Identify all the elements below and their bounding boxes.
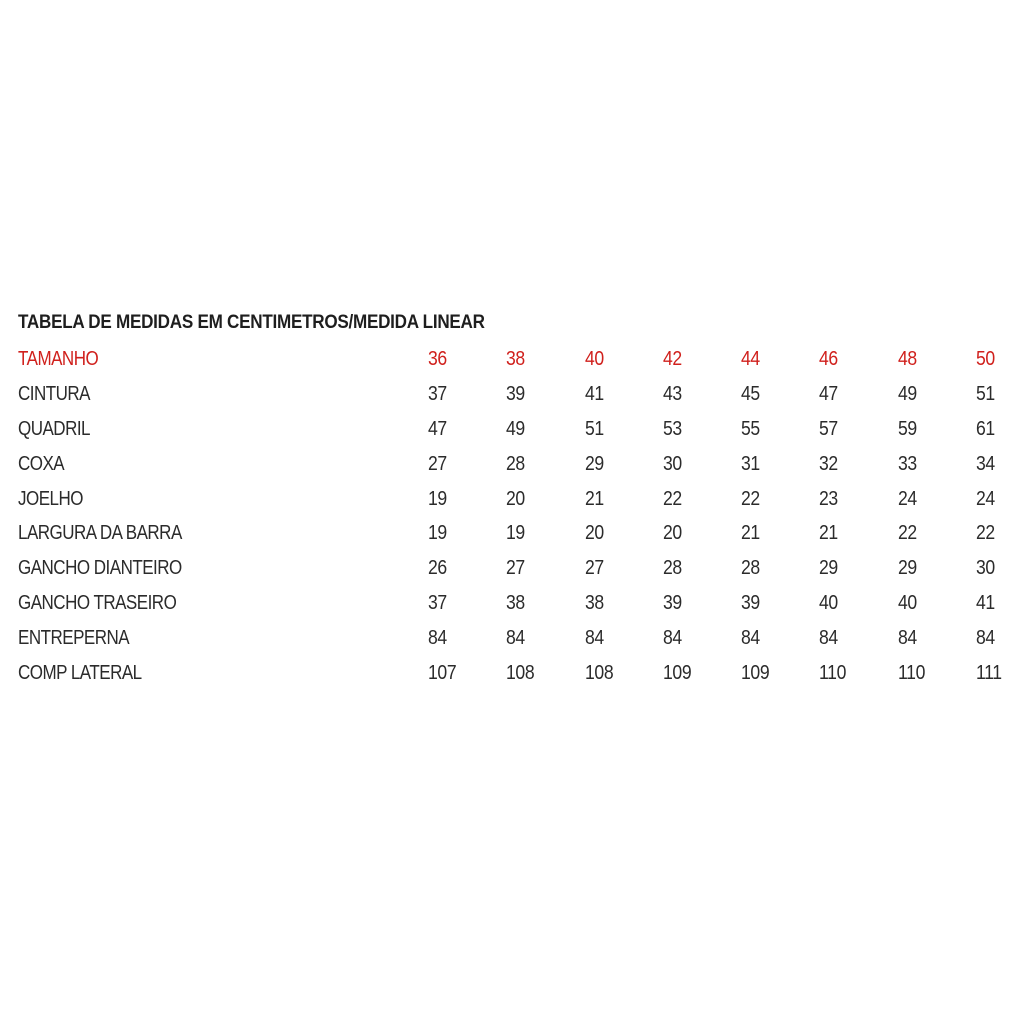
- measurement-value: 84: [819, 627, 839, 650]
- measurement-value: 84: [976, 627, 995, 650]
- measurement-value: 108: [506, 661, 535, 684]
- measurement-label: LARGURA DA BARRA: [18, 522, 182, 545]
- measurement-value: 21: [819, 522, 839, 545]
- measurement-value: 20: [584, 522, 604, 545]
- measurement-value: 84: [584, 627, 604, 650]
- measurement-value: 39: [741, 592, 761, 615]
- measurement-value: 39: [506, 382, 526, 405]
- measurement-value: 111: [976, 661, 1002, 684]
- measurement-row: [18, 412, 1016, 447]
- measurement-value: 31: [741, 452, 761, 475]
- size-header-cell: 38: [506, 347, 526, 370]
- size-header-row: [18, 342, 1016, 377]
- size-header-cell: 50: [976, 347, 995, 370]
- measurement-label: COMP LATERAL: [18, 661, 142, 684]
- measurement-value: 55: [741, 417, 761, 440]
- measurement-value: 37: [428, 592, 447, 615]
- measurement-value: 57: [819, 417, 839, 440]
- measurement-value: 24: [897, 487, 917, 510]
- measurement-label: QUADRIL: [18, 417, 91, 440]
- size-header-cell: 42: [662, 347, 682, 370]
- measurement-value: 109: [662, 661, 692, 684]
- measurement-label: CINTURA: [18, 382, 90, 405]
- measurement-value: 41: [976, 592, 995, 615]
- measurement-value: 20: [662, 522, 682, 545]
- measurement-value: 43: [662, 382, 682, 405]
- measurement-value: 109: [741, 661, 770, 684]
- measurement-value: 22: [741, 487, 761, 510]
- measurement-value: 47: [428, 417, 447, 440]
- measurement-value: 19: [506, 522, 526, 545]
- size-header-cell: 40: [584, 347, 604, 370]
- measurements-table: [18, 342, 1016, 691]
- measurement-value: 84: [897, 627, 917, 650]
- measurement-label: ENTREPERNA: [18, 627, 130, 650]
- measurement-row: [18, 516, 1016, 551]
- measurement-value: 49: [897, 382, 917, 405]
- size-header-cell: 46: [819, 347, 839, 370]
- measurement-value: 61: [976, 417, 995, 440]
- measurement-row: [18, 482, 1016, 517]
- measurement-value: 22: [662, 487, 682, 510]
- measurement-value: 59: [897, 417, 917, 440]
- measurement-value: 29: [819, 557, 839, 580]
- measurement-value: 20: [506, 487, 526, 510]
- measurement-value: 30: [662, 452, 682, 475]
- measurement-value: 53: [662, 417, 682, 440]
- measurement-value: 29: [897, 557, 917, 580]
- measurement-label: JOELHO: [18, 487, 83, 510]
- measurement-value: 41: [584, 382, 604, 405]
- measurement-value: 84: [506, 627, 526, 650]
- measurement-value: 19: [428, 522, 447, 545]
- measurement-value: 84: [741, 627, 761, 650]
- measurement-value: 21: [584, 487, 604, 510]
- measurement-value: 21: [741, 522, 761, 545]
- measurement-value: 37: [428, 382, 447, 405]
- measurement-value: 28: [662, 557, 682, 580]
- table-title: TABELA DE MEDIDAS EM CENTIMETROS/MEDIDA LINEAR: [18, 312, 485, 333]
- size-header-label: TAMANHO: [18, 347, 99, 370]
- measurement-value: 38: [506, 592, 526, 615]
- measurement-value: 26: [428, 557, 447, 580]
- measurement-value: 27: [428, 452, 447, 475]
- measurement-value: 108: [584, 661, 613, 684]
- measurement-row: [18, 621, 1016, 656]
- measurement-value: 51: [584, 417, 604, 440]
- measurement-value: 28: [741, 557, 761, 580]
- measurement-value: 51: [976, 382, 995, 405]
- measurement-label: GANCHO TRASEIRO: [18, 592, 177, 615]
- measurement-value: 27: [506, 557, 526, 580]
- size-header-cell: 48: [897, 347, 917, 370]
- measurement-value: 22: [976, 522, 995, 545]
- measurement-value: 29: [584, 452, 604, 475]
- measurement-value: 27: [584, 557, 604, 580]
- size-header-cell: 44: [741, 347, 761, 370]
- measurement-value: 23: [819, 487, 839, 510]
- measurement-value: 19: [428, 487, 447, 510]
- measurement-value: 39: [662, 592, 682, 615]
- measurement-value: 84: [662, 627, 682, 650]
- measurement-value: 32: [819, 452, 839, 475]
- measurement-value: 84: [428, 627, 447, 650]
- measurement-value: 38: [584, 592, 604, 615]
- measurements-body: [18, 377, 1016, 691]
- measurement-value: 28: [506, 452, 526, 475]
- measurement-label: COXA: [18, 452, 65, 475]
- measurement-label: GANCHO DIANTEIRO: [18, 557, 182, 580]
- measurement-value: 45: [741, 382, 761, 405]
- measurement-row: [18, 586, 1016, 621]
- measurement-value: 34: [976, 452, 995, 475]
- measurement-row: [18, 551, 1016, 586]
- measurement-row: [18, 377, 1016, 412]
- measurement-row: [18, 447, 1016, 482]
- measurement-value: 49: [506, 417, 526, 440]
- measurement-value: 30: [976, 557, 995, 580]
- measurement-value: 24: [976, 487, 995, 510]
- size-header-cell: 36: [428, 347, 447, 370]
- measurement-value: 22: [897, 522, 917, 545]
- measurement-value: 47: [819, 382, 839, 405]
- measurement-value: 110: [819, 661, 847, 684]
- measurement-value: 107: [428, 661, 457, 684]
- measurement-value: 33: [897, 452, 917, 475]
- measurement-row: [18, 656, 1016, 691]
- measurement-value: 110: [897, 661, 925, 684]
- measurement-value: 40: [897, 592, 917, 615]
- measurement-value: 40: [819, 592, 839, 615]
